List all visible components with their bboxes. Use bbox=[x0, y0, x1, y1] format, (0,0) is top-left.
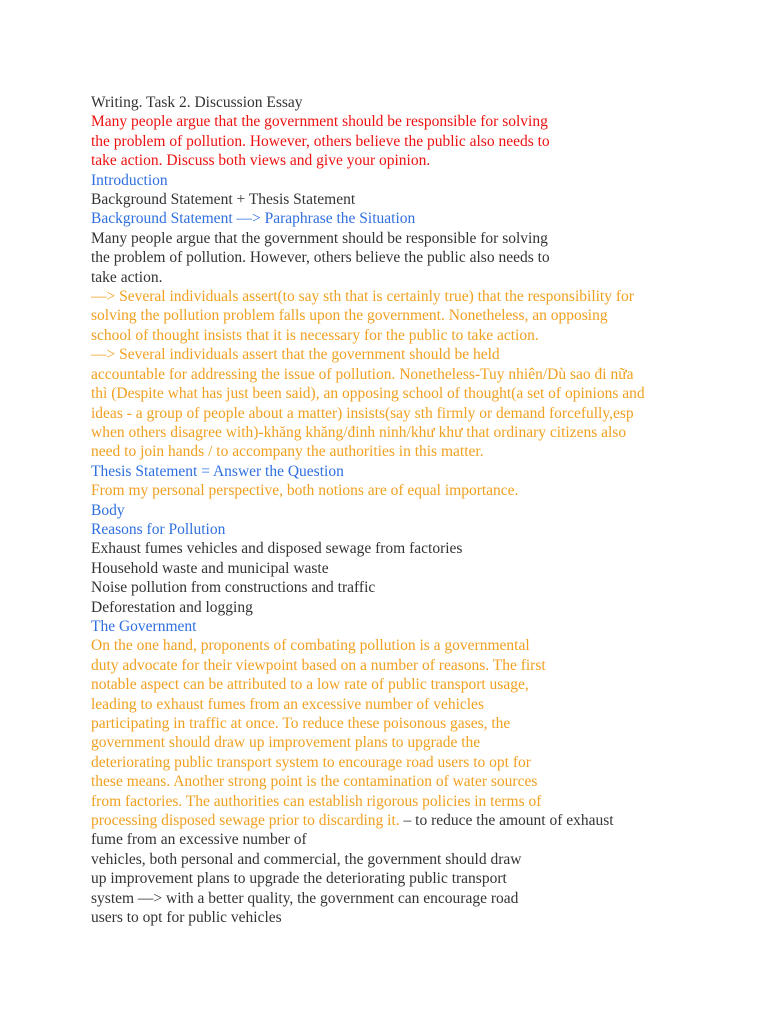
text-line bbox=[91, 248, 731, 267]
text-segment: need to join hands / to accompany the authorities in this matter. bbox=[91, 443, 484, 461]
text-line bbox=[91, 93, 731, 112]
text-segment: Noise pollution from constructions and traffic bbox=[91, 579, 376, 597]
text-segment: ideas - a group of people about a matter) insists(say sth firmly or demand forcefully,esp bbox=[91, 404, 634, 422]
text-segment: Many people argue that the government should be responsible for solving bbox=[91, 229, 548, 247]
text-line bbox=[91, 559, 731, 578]
text-segment: deteriorating public transport system to encourage road users to opt for bbox=[91, 753, 531, 771]
text-segment: Thesis Statement = Answer the Question bbox=[91, 462, 344, 480]
text-line bbox=[91, 656, 731, 675]
text-segment: The Government bbox=[91, 617, 197, 635]
text-line bbox=[91, 772, 731, 791]
text-line bbox=[91, 462, 731, 481]
text-segment: school of thought insists that it is necessary for the public to take action. bbox=[91, 326, 539, 344]
text-line bbox=[91, 151, 731, 170]
text-line bbox=[91, 578, 731, 597]
text-segment: Many people argue that the government should be responsible for solving bbox=[91, 113, 548, 131]
text-line bbox=[91, 404, 731, 423]
text-line bbox=[91, 792, 731, 811]
essay-text-body bbox=[91, 93, 731, 927]
text-line bbox=[91, 345, 731, 364]
text-segment: when others disagree with)-khăng khăng/đinh ninh/khư khư that ordinary citizens also bbox=[91, 423, 627, 441]
text-line bbox=[91, 442, 731, 461]
text-line bbox=[91, 384, 731, 403]
text-segment: Background Statement + Thesis Statement bbox=[91, 191, 356, 209]
text-segment: On the one hand, proponents of combating pollution is a governmental bbox=[91, 637, 530, 655]
text-line bbox=[91, 132, 731, 151]
text-segment: processing disposed sewage prior to discarding it. bbox=[91, 812, 400, 830]
text-line bbox=[91, 889, 731, 908]
text-line bbox=[91, 287, 731, 306]
text-segment: system —> with a better quality, the government can encourage road bbox=[91, 889, 519, 907]
text-segment: accountable for addressing the issue of pollution. Nonetheless-Tuy nhiên/Dù sao đi nữa bbox=[91, 365, 634, 383]
text-segment: the problem of pollution. However, others believe the public also needs to bbox=[91, 132, 550, 150]
text-segment: Reasons for Pollution bbox=[91, 520, 226, 538]
text-line bbox=[91, 539, 731, 558]
text-segment: —> Several individuals assert(to say sth that is certainly true) that the responsibility for bbox=[91, 288, 634, 306]
text-segment: solving the pollution problem falls upon the government. Nonetheless, an opposing bbox=[91, 307, 608, 325]
text-segment: from factories. The authorities can establish rigorous policies in terms of bbox=[91, 792, 542, 810]
text-line bbox=[91, 171, 731, 190]
text-line bbox=[91, 229, 731, 248]
text-segment: government should draw up improvement plans to upgrade the bbox=[91, 734, 481, 752]
text-line bbox=[91, 869, 731, 888]
text-line bbox=[91, 617, 731, 636]
text-line bbox=[91, 733, 731, 752]
text-segment: users to opt for public vehicles bbox=[91, 909, 282, 927]
text-line bbox=[91, 520, 731, 539]
text-segment: thì (Despite what has just been said), an opposing school of thought(a set of opinions and bbox=[91, 385, 645, 403]
text-line bbox=[91, 481, 731, 500]
text-segment: these means. Another strong point is the contamination of water sources bbox=[91, 773, 538, 791]
text-line bbox=[91, 675, 731, 694]
text-line bbox=[91, 268, 731, 287]
text-segment: notable aspect can be attributed to a low rate of public transport usage, bbox=[91, 676, 529, 694]
text-line bbox=[91, 112, 731, 131]
text-line bbox=[91, 811, 731, 830]
text-line bbox=[91, 753, 731, 772]
text-segment: take action. bbox=[91, 268, 163, 286]
text-segment: participating in traffic at once. To reduce these poisonous gases, the bbox=[91, 715, 511, 732]
text-segment: duty advocate for their viewpoint based on a number of reasons. The first bbox=[91, 656, 546, 674]
text-segment: up improvement plans to upgrade the deteriorating public transport bbox=[91, 870, 507, 888]
text-segment: From my personal perspective, both notions are of equal importance. bbox=[91, 482, 519, 500]
text-line bbox=[91, 908, 731, 927]
text-line bbox=[91, 636, 731, 655]
text-segment: take action. Discuss both views and give your opinion. bbox=[91, 152, 431, 170]
text-segment: vehicles, both personal and commercial, the government should draw bbox=[91, 850, 522, 868]
text-segment: – to reduce the amount of exhaust bbox=[399, 812, 614, 830]
text-line bbox=[91, 850, 731, 869]
text-segment: Household waste and municipal waste bbox=[91, 559, 329, 577]
text-segment: —> Several individuals assert that the government should be held bbox=[91, 346, 500, 364]
text-segment: Exhaust fumes vehicles and disposed sewage from factories bbox=[91, 540, 463, 558]
text-line bbox=[91, 714, 731, 733]
text-segment: the problem of pollution. However, others believe the public also needs to bbox=[91, 249, 550, 267]
text-segment: fume from an excessive number of bbox=[91, 831, 307, 849]
text-line bbox=[91, 306, 731, 325]
text-line bbox=[91, 501, 731, 520]
text-line bbox=[91, 695, 731, 714]
text-line bbox=[91, 190, 731, 209]
text-line bbox=[91, 365, 731, 384]
text-segment: leading to exhaust fumes from an excessive number of vehicles bbox=[91, 695, 484, 713]
text-segment: Introduction bbox=[91, 171, 168, 189]
text-line bbox=[91, 423, 731, 442]
text-segment: Writing. Task 2. Discussion Essay bbox=[91, 94, 303, 111]
text-line bbox=[91, 326, 731, 345]
text-line bbox=[91, 209, 731, 228]
text-segment: Deforestation and logging bbox=[91, 598, 253, 616]
text-line bbox=[91, 830, 731, 849]
text-segment: Background Statement —> Paraphrase the Situation bbox=[91, 210, 416, 228]
text-segment: Body bbox=[91, 501, 125, 519]
text-line bbox=[91, 598, 731, 617]
